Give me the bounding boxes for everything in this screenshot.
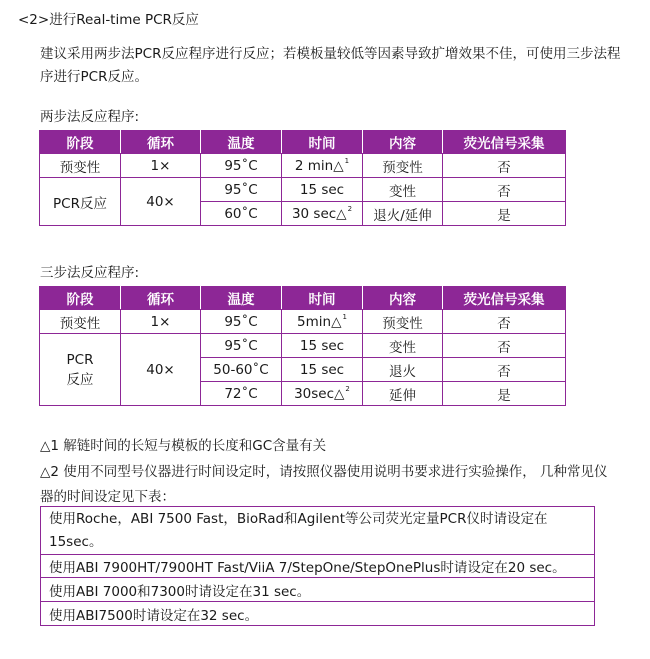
time-cell: 15 sec bbox=[282, 334, 363, 358]
temp-cell: 50-60˚C bbox=[201, 358, 282, 382]
temp-cell: 95˚C bbox=[201, 310, 282, 334]
table-header-row bbox=[40, 287, 566, 310]
settings-cell: 使用ABI 7000和7300时请设定在31 sec。 bbox=[41, 578, 595, 602]
table-row bbox=[40, 178, 566, 202]
time-cell bbox=[282, 310, 363, 334]
temp-cell: 95˚C bbox=[201, 178, 282, 202]
content-cell: 变性 bbox=[363, 178, 443, 202]
signal-cell: 是 bbox=[443, 202, 566, 226]
time-cell bbox=[282, 382, 363, 406]
header-cell: 阶段 bbox=[40, 287, 121, 310]
section-heading: <2>进行Real-time PCR反应 bbox=[18, 12, 199, 28]
temp-cell: 60˚C bbox=[201, 202, 282, 226]
table-row bbox=[40, 310, 566, 334]
header-cell: 荧光信号采集 bbox=[443, 287, 566, 310]
time-value: 5min△ bbox=[297, 314, 342, 330]
content-cell: 变性 bbox=[363, 334, 443, 358]
settings-cell: 使用Roche，ABI 7500 Fast，BioRad和Agilent等公司荧光定量PCR仪时请设定在15sec。 bbox=[41, 507, 595, 555]
signal-cell: 否 bbox=[443, 154, 566, 178]
three-step-title: 三步法反应程序: bbox=[40, 265, 140, 281]
temp-cell: 95˚C bbox=[201, 154, 282, 178]
cycle-cell: 40× bbox=[121, 334, 201, 406]
settings-cell: 使用ABI 7900HT/7900HT Fast/ViiA 7/StepOne/StepOnePlus时请设定在20 sec。 bbox=[41, 555, 595, 578]
table-row bbox=[40, 334, 566, 358]
table-header-row bbox=[40, 131, 566, 154]
time-value: 2 min△ bbox=[294, 158, 344, 174]
temp-cell: 95˚C bbox=[201, 334, 282, 358]
header-cell: 内容 bbox=[363, 287, 443, 310]
signal-cell: 否 bbox=[443, 178, 566, 202]
header-cell: 时间 bbox=[282, 287, 363, 310]
content-cell: 退火 bbox=[363, 358, 443, 382]
header-cell: 循环 bbox=[121, 287, 201, 310]
time-cell bbox=[282, 154, 363, 178]
footnote-mark: 1 bbox=[344, 157, 350, 165]
content-cell: 退火/延伸 bbox=[363, 202, 443, 226]
header-cell: 温度 bbox=[201, 131, 282, 154]
two-step-title: 两步法反应程序: bbox=[40, 109, 140, 125]
signal-cell: 否 bbox=[443, 358, 566, 382]
stage-cell bbox=[40, 334, 121, 406]
header-cell: 温度 bbox=[201, 287, 282, 310]
two-step-table bbox=[39, 130, 566, 226]
stage-cell: PCR反应 bbox=[40, 178, 121, 226]
temp-cell: 72˚C bbox=[201, 382, 282, 406]
header-cell: 时间 bbox=[282, 131, 363, 154]
time-value: 30 sec△ bbox=[291, 206, 347, 222]
time-cell bbox=[282, 202, 363, 226]
header-cell: 荧光信号采集 bbox=[443, 131, 566, 154]
stage-cell: 预变性 bbox=[40, 310, 121, 334]
footnote-1: △1 解链时间的长短与模板的长度和GC含量有关 bbox=[40, 438, 327, 454]
cycle-cell: 1× bbox=[121, 310, 201, 334]
header-cell: 阶段 bbox=[40, 131, 121, 154]
settings-cell: 使用ABI7500时请设定在32 sec。 bbox=[41, 602, 595, 626]
footnote-mark: 2 bbox=[345, 385, 350, 393]
signal-cell: 否 bbox=[443, 310, 566, 334]
header-cell: 循环 bbox=[121, 131, 201, 154]
content-cell: 预变性 bbox=[363, 154, 443, 178]
settings-row bbox=[41, 555, 595, 578]
intro-paragraph: 建议采用两步法PCR反应程序进行反应；若模板量较低等因素导致扩增效果不佳，可使用三步法程序进行PCR反应。 bbox=[40, 46, 621, 85]
settings-row bbox=[41, 507, 595, 555]
stage-line: 反应 bbox=[66, 371, 94, 388]
cycle-cell: 1× bbox=[121, 154, 201, 178]
time-cell: 15 sec bbox=[282, 178, 363, 202]
signal-cell: 是 bbox=[443, 382, 566, 406]
instrument-settings-table bbox=[40, 506, 595, 626]
stage-line: PCR bbox=[66, 351, 94, 368]
settings-row bbox=[41, 578, 595, 602]
stage-cell: 预变性 bbox=[40, 154, 121, 178]
footnote-mark: 2 bbox=[347, 205, 353, 213]
three-step-table bbox=[39, 286, 566, 406]
footnote-mark: 1 bbox=[342, 313, 347, 321]
content-cell: 延伸 bbox=[363, 382, 443, 406]
time-value: 30sec△ bbox=[294, 386, 345, 402]
footnote-2: △2 使用不同型号仪器进行时间设定时，请按照仪器使用说明书要求进行实验操作， 几种常见仪器的时间设定见下表： bbox=[40, 464, 608, 505]
settings-row bbox=[41, 602, 595, 626]
signal-cell: 否 bbox=[443, 334, 566, 358]
cycle-cell: 40× bbox=[121, 178, 201, 226]
time-cell: 15 sec bbox=[282, 358, 363, 382]
table-row bbox=[40, 154, 566, 178]
content-cell: 预变性 bbox=[363, 310, 443, 334]
header-cell: 内容 bbox=[363, 131, 443, 154]
